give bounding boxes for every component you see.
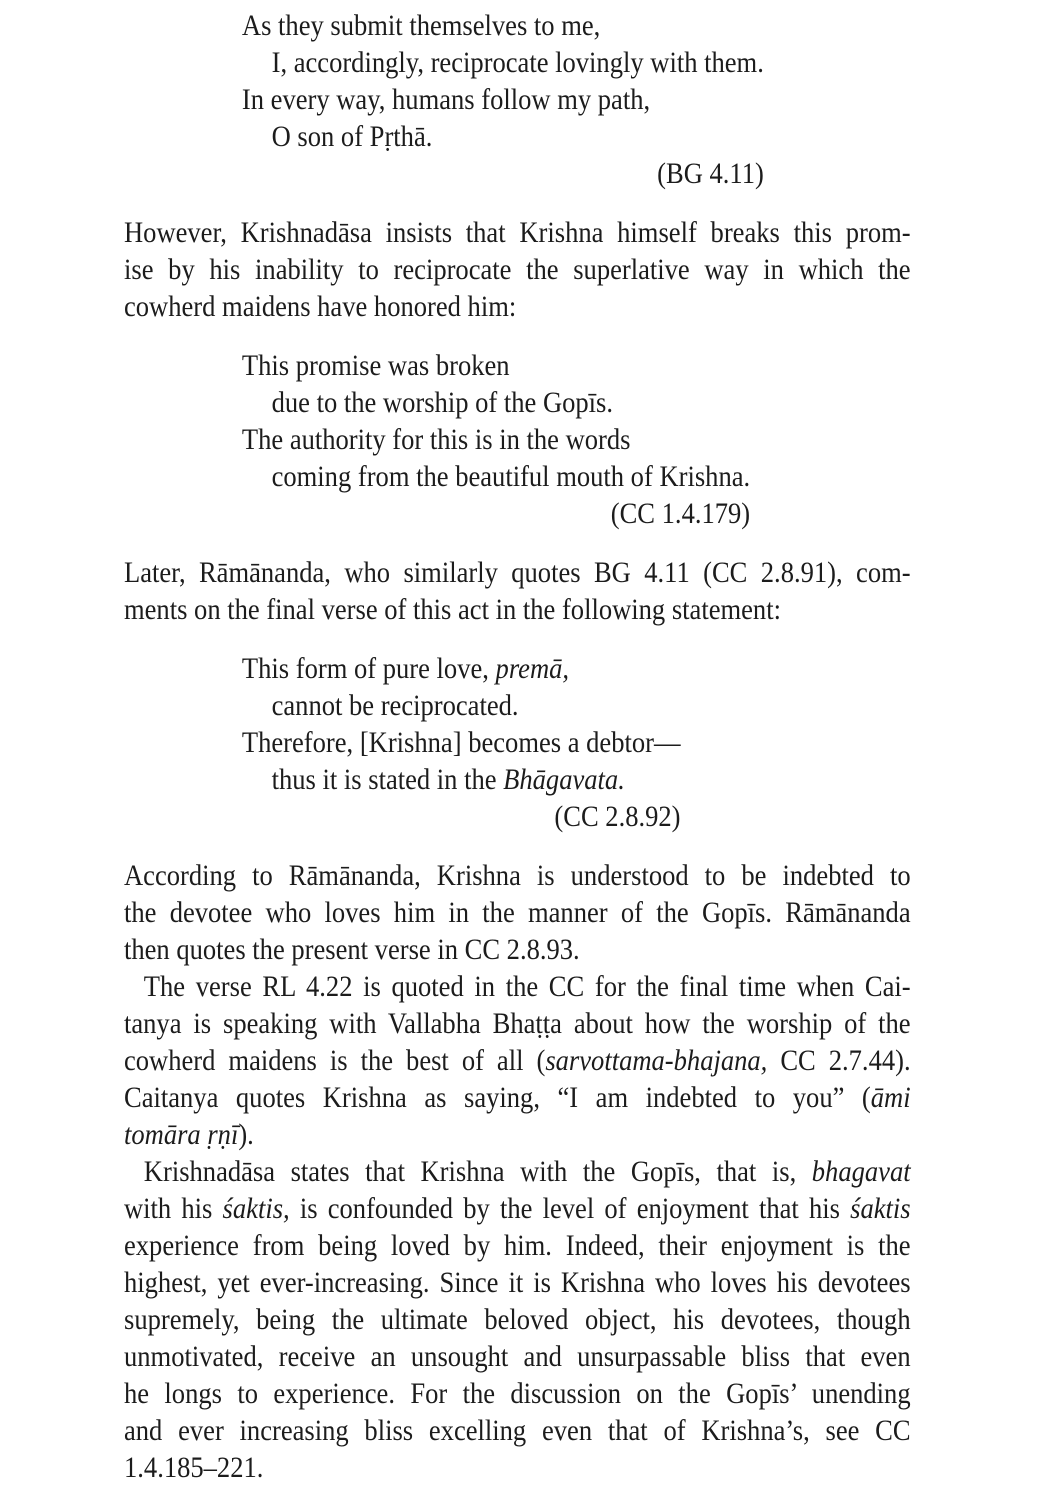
text-segment: This promise was broken [241, 350, 510, 382]
text-segment: In every way, humans follow my path, [241, 84, 651, 116]
italic-text-segment: tomāra ṛṇī [124, 1119, 239, 1151]
paragraph-line [124, 252, 911, 289]
text-segment: with his [124, 1193, 223, 1225]
text-segment: Krishnadāsa states that Krishna with the Gopīs, that is, [143, 1156, 812, 1188]
verse-block [242, 8, 764, 193]
text-segment: Caitanya quotes Krishna as saying, “I am indebted to you” ( [124, 1082, 871, 1114]
text-segment: 1.4.185–221. [124, 1452, 264, 1484]
text-segment: The verse RL 4.22 is quoted in the CC for the final time when Cai- [143, 971, 911, 1003]
italic-text-segment: śaktis [850, 1193, 911, 1225]
paragraph-line [124, 1006, 911, 1043]
text-segment: he longs to experience. For the discussion on the Gopīs’ unending [124, 1378, 911, 1410]
text-segment: tanya is speaking with Vallabha Bhaṭṭa about how the worship of the [124, 1008, 911, 1040]
text-segment: cowherd maidens is the best of all ( [124, 1045, 546, 1077]
text-segment: O son of Pṛthā. [271, 121, 433, 153]
verse-line [242, 348, 750, 385]
text-segment: coming from the beautiful mouth of Krishna. [271, 461, 751, 493]
text-segment: unmotivated, receive an unsought and unsurpassable bliss that even [124, 1341, 911, 1373]
text-segment: This form of pure love, [241, 653, 496, 685]
text-segment: highest, yet ever-increasing. Since it is Krishna who loves his devotees [124, 1267, 911, 1299]
text-segment: cannot be reciprocated. [271, 690, 519, 722]
paragraph-line [124, 1339, 911, 1376]
text-segment: experience from being loved by him. Indeed, their enjoyment is the [124, 1230, 911, 1262]
verse-block [242, 348, 750, 533]
verse-line [242, 688, 681, 725]
text-segment: Therefore, [Krishna] becomes a debtor— [241, 727, 681, 759]
paragraph-line [124, 1228, 911, 1265]
italic-text-segment: āmi [870, 1082, 911, 1114]
paragraph-line [124, 1043, 911, 1080]
italic-text-segment: Bhāgavata. [503, 764, 625, 796]
verse-line [242, 8, 764, 45]
paragraph-line [124, 969, 911, 1006]
paragraph-line [124, 555, 911, 592]
text-segment: ). [238, 1119, 254, 1151]
text-segment: the devotee who loves him in the manner of the Gopīs. Rāmānanda [124, 897, 911, 929]
verse-citation: (CC 2.8.92) [554, 801, 681, 833]
italic-text-segment: sarvottama-bhajana, [545, 1045, 768, 1077]
text-segment: CC 2.7.44). [767, 1045, 911, 1077]
verse-line [242, 651, 681, 688]
text-segment: due to the worship of the Gopīs. [271, 387, 614, 419]
paragraph [124, 215, 911, 326]
verse-citation: (BG 4.11) [657, 158, 764, 190]
italic-text-segment: śaktis, [222, 1193, 290, 1225]
paragraph-line [124, 1302, 911, 1339]
paragraph-line [124, 1450, 911, 1487]
text-segment: supremely, being the ultimate beloved object, his devotees, though [124, 1304, 911, 1336]
text-segment: and ever increasing bliss excelling even that of Krishna’s, see CC [124, 1415, 911, 1447]
verse-line [242, 459, 750, 496]
verse-block [242, 651, 681, 836]
italic-text-segment: premā, [495, 653, 570, 685]
text-segment: then quotes the present verse in CC 2.8.93. [124, 934, 580, 966]
paragraph-line [124, 858, 911, 895]
paragraph-line [124, 1080, 911, 1117]
text-segment: is confounded by the level of enjoyment that his [289, 1193, 851, 1225]
paragraph-line [124, 1413, 911, 1450]
text-segment: According to Rāmānanda, Krishna is understood to be indebted to [124, 860, 911, 892]
paragraph [124, 858, 911, 969]
paragraph [124, 1154, 911, 1487]
verse-line [242, 385, 750, 422]
text-segment: The authority for this is in the words [241, 424, 631, 456]
verse-line [242, 82, 764, 119]
paragraph-line [124, 592, 911, 629]
paragraph-line [124, 1154, 911, 1191]
paragraph-line [124, 1117, 911, 1154]
verse-line [242, 725, 681, 762]
text-segment: thus it is stated in the [271, 764, 504, 796]
verse-line [242, 119, 764, 156]
text-segment: As they submit themselves to me, [241, 10, 601, 42]
text-segment: ments on the final verse of this act in the following statement: [124, 594, 781, 626]
paragraph [124, 555, 911, 629]
verse-line [242, 45, 764, 82]
paragraph-line [124, 1265, 911, 1302]
text-segment: However, Krishnadāsa insists that Krishna himself breaks this prom- [124, 217, 911, 249]
italic-text-segment: bhagavat [811, 1156, 911, 1188]
verse-line [242, 762, 681, 799]
paragraph-line [124, 1191, 911, 1228]
paragraph-line [124, 215, 911, 252]
paragraph [124, 969, 911, 1154]
text-segment: cowherd maidens have honored him: [124, 291, 517, 323]
paragraph-line [124, 932, 911, 969]
text-segment: I, accordingly, reciprocate lovingly with them. [271, 47, 764, 79]
verse-citation: (CC 1.4.179) [610, 498, 751, 530]
text-segment: ise by his inability to reciprocate the superlative way in which the [124, 254, 911, 286]
text-block [124, 8, 911, 1487]
verse-line [242, 422, 750, 459]
paragraph-line [124, 1376, 911, 1413]
paragraph-line [124, 289, 911, 326]
text-segment: Later, Rāmānanda, who similarly quotes BG 4.11 (CC 2.8.91), com- [124, 557, 911, 589]
paragraph-line [124, 895, 911, 932]
